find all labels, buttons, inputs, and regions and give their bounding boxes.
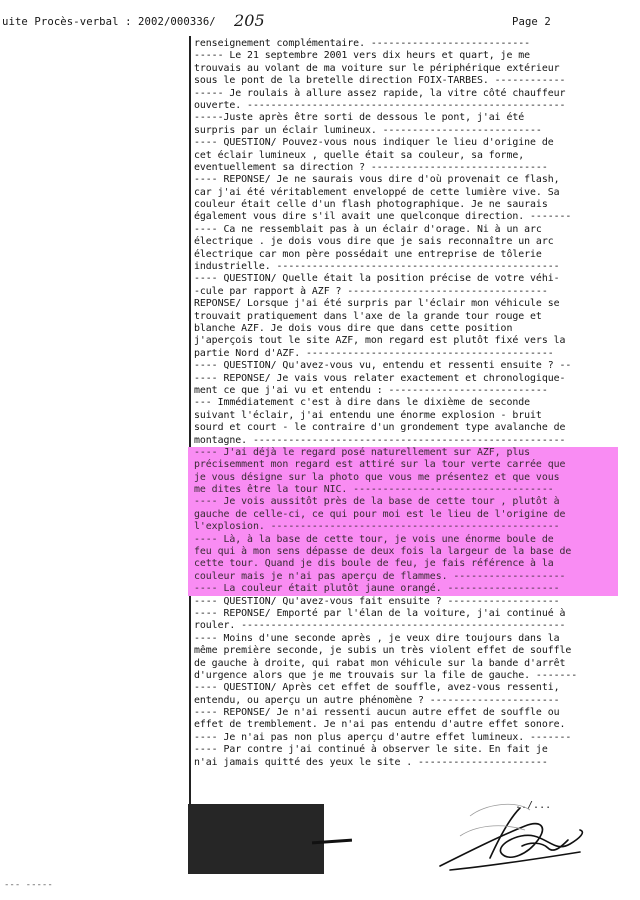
text-line: j'aperçois tout le site AZF, mon regard est plutôt fixé vers la (194, 335, 566, 347)
redaction-box (188, 804, 324, 874)
statement-body (194, 38, 610, 769)
text-line: car j'ai été véritablement enveloppé de cette lumière vive. Sa (194, 186, 560, 198)
text-line: renseignement complémentaire. --------------------------- (194, 38, 531, 49)
text-line: gauche de celle-ci, ce qui pour moi est le lieu de l'origine de (194, 508, 566, 520)
text-line: ---- Je n'ai pas non plus aperçu d'autre effet lumineux. ------- (194, 731, 572, 743)
text-line: de gauche à droite, qui rabat mon véhicule sur la bande d'arrêt (194, 657, 566, 669)
text-line: cette tour. Quand je dis boule de feu, je fais référence à la (194, 558, 554, 570)
continued-mark: ../... (515, 800, 552, 811)
page-number: Page 2 (512, 16, 551, 28)
text-line: l'explosion. ------------------------------------------------- (194, 521, 560, 533)
highlighted-passage (188, 447, 618, 596)
text-line: ---- Je vois aussitôt près de la base de cette tour , plutôt à (194, 496, 560, 508)
text-line: me dites être la tour NIC. ---------------------------------- (194, 484, 554, 496)
text-line: --- Immédiatement c'est à dire dans le dixième de seconde (194, 397, 531, 409)
text-line: couleur mais je n'ai pas aperçu de flammes. ------------------- (194, 570, 566, 582)
footer-marks: --- ----- (4, 880, 53, 890)
document-title: uite Procès-verbal : 2002/000336/ (2, 16, 216, 28)
text-line: -----Juste après être sorti de dessous le pont, j'ai été (194, 112, 525, 124)
text-line: montagne. ----------------------------------------------------- (194, 434, 566, 446)
text-line: ---- REPONSE/ Je n'ai ressenti aucun autre effet de souffle ou (194, 707, 560, 719)
signature-image (430, 796, 600, 876)
text-line: ---- REPONSE/ Je vais vous relater exactement et chronologique- (194, 372, 566, 384)
text-line: ---- QUESTION/ Qu'avez-vous fait ensuite ? ------------------- (194, 595, 560, 607)
text-line: ---- Moins d'une seconde après , je veux dire toujours dans la (194, 632, 560, 644)
text-line: n'ai jamais quitté des yeux le site . ---------------------- (194, 756, 548, 768)
text-line: ---- REPONSE/ Je ne saurais vous dire d'où provenait ce flash, (194, 174, 560, 186)
text-line: ---- Ca ne ressemblait pas à un éclair d'orage. Ni à un arc (194, 223, 542, 235)
text-line: feu qui à mon sens dépasse de deux fois la largeur de la base de (194, 546, 572, 558)
text-line: précisemment mon regard est attiré sur la tour verte carrée que (194, 459, 566, 471)
text-line: sous le pont de la bretelle direction FOIX-TARBES. ------------ (194, 75, 566, 87)
text-line: partie Nord d'AZF. ------------------------------------------ (194, 347, 554, 359)
text-line: électrique . je dois vous dire que je sais reconnaître un arc (194, 236, 554, 248)
statement-after-highlight (194, 596, 610, 769)
page-header (0, 12, 640, 34)
text-line: industrielle. ------------------------------------------------ (194, 261, 560, 273)
text-line: trouvais au volant de ma voiture sur le périphérique extérieur (194, 62, 560, 74)
text-line: ---- La couleur était plutôt jaune orangé. ------------------- (194, 583, 560, 595)
handwritten-number: 205 (234, 11, 265, 30)
text-line: ----- Le 21 septembre 2001 vers dix heurs et quart, je me (194, 50, 531, 62)
text-line: ment ce que j'ai vu et entendu : --------------------------- (194, 384, 548, 396)
text-line: je vous désigne sur la photo que vous me présentez et que vous (194, 471, 560, 483)
text-line: sourd et court - le contraire d'un grondement type avalanche de (194, 422, 566, 434)
text-line: ---- QUESTION/ Qu'avez-vous vu, entendu et ressenti ensuite ? -- (194, 360, 572, 372)
text-line: ---- Par contre j'ai continué à observer le site. En fait je (194, 744, 548, 756)
text-line: ----- Je roulais à allure assez rapide, la vitre côté chauffeur (194, 87, 566, 99)
text-line: ---- QUESTION/ Après cet effet de souffle, avez-vous ressenti, (194, 682, 560, 694)
text-line: ---- J'ai déjà le regard posé naturellement sur AZF, plus (194, 446, 531, 458)
text-line: couleur était celle d'un flash photographique. Je ne saurais (194, 199, 548, 211)
text-line: REPONSE/ Lorsque j'ai été surpris par l'éclair mon véhicule se (194, 298, 560, 310)
text-line: entendu, ou aperçu un autre phénomène ? ---------------------- (194, 694, 560, 706)
text-line: ouverte. ------------------------------------------------------ (194, 99, 566, 111)
text-line: même première seconde, je subis un très violent effet de souffle (194, 645, 572, 657)
text-line: ---- QUESTION/ Quelle était la position précise de votre véhi- (194, 273, 560, 285)
text-line: surpris par un éclair lumineux. --------------------------- (194, 124, 542, 136)
text-line: trouvait pratiquement dans l'axe de la grande tour rouge et (194, 310, 542, 322)
text-line: blanche AZF. Je dois vous dire que dans cette position (194, 322, 513, 334)
text-line: eventuellement sa direction ? ------------------------------ (194, 161, 548, 173)
text-line: cet éclair lumineux , quelle était sa couleur, sa forme, (194, 149, 525, 161)
text-line: électrique car mon père possédait une entreprise de tôlerie (194, 248, 542, 260)
text-line: ---- REPONSE/ Emporté par l'élan de la voiture, j'ai continué à (194, 607, 566, 619)
text-line: d'urgence alors que je me trouvais sur la file de gauche. ------- (194, 669, 578, 681)
text-line: ---- QUESTION/ Pouvez-vous nous indiquer le lieu d'origine de (194, 137, 554, 149)
text-line: rouler. ------------------------------------------------------- (194, 620, 566, 632)
text-line: effet de tremblement. Je n'ai pas entendu d'autre effet sonore. (194, 719, 566, 731)
margin-rule (189, 36, 191, 854)
text-line: également vous dire s'il avait une quelconque direction. ------- (194, 211, 572, 223)
text-line: -cule par rapport à AZF ? ---------------------------------- (194, 285, 548, 297)
text-line: ---- Là, à la base de cette tour, je vois une énorme boule de (194, 533, 554, 545)
text-line: suivant l'éclair, j'ai entendu une énorme explosion - bruit (194, 409, 542, 421)
statement-before-highlight (194, 38, 610, 447)
